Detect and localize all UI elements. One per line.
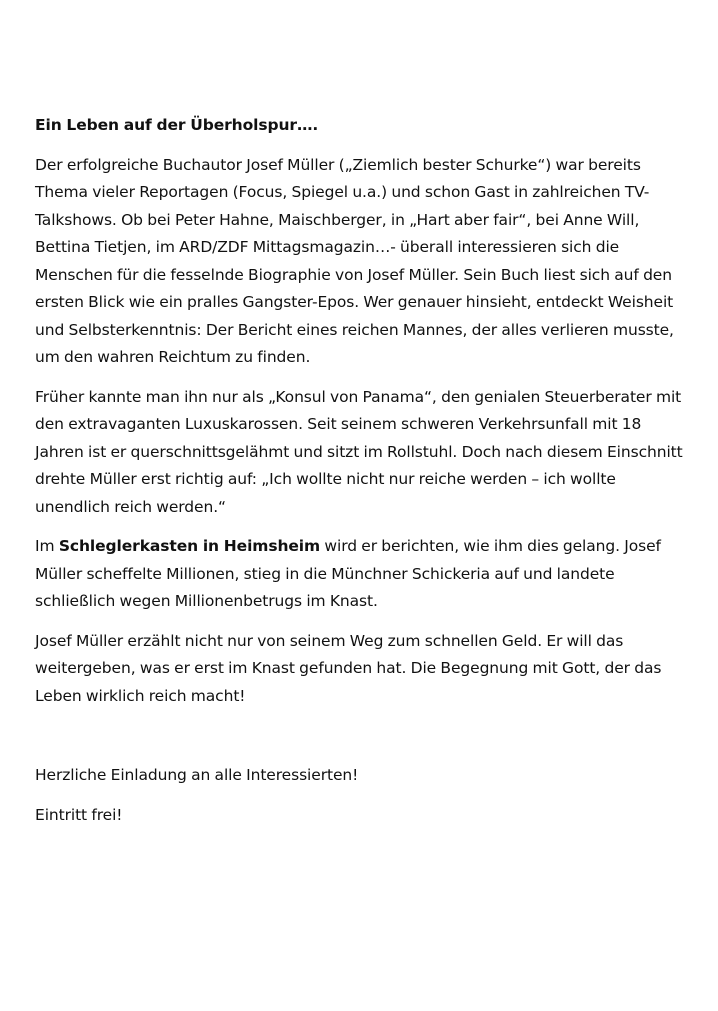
document-page [35,112,685,841]
document-title: Ein Leben auf der Überholspur…. [35,116,319,134]
paragraph-venue [35,533,685,616]
invitation-line: Herzliche Einladung an alle Interessierten! [35,766,359,784]
section-spacer [35,722,685,762]
venue-suffix: wird er berichten, wie ihm dies gelang. Josef Müller scheffelte Millionen, stieg in die Münchner Schickeria auf und landete schließlich wegen Millionenbetrugs im Knast. [35,537,661,610]
paragraph-intro: Der erfolgreiche Buchautor Josef Müller („Ziemlich bester Schurke“) war bereits Thema vieler Reportagen (Focus, Spiegel u.a.) und schon Gast in zahlreichen TV-Talkshows. Ob bei Peter Hahne, Maischberger, in „Hart aber fair“, bei Anne Will, Bettina Tietjen, im ARD/ZDF Mittagsmagazin…- überall interessieren sich die Menschen für die fesselnde Biographie von Josef Müller. Sein Buch liest sich auf den ersten Blick wie ein pralles Gangster-Epos. Wer genauer hinsieht, entdeckt Weisheit und Selbsterkenntnis: Der Bericht eines reichen Mannes, der alles verlieren musste, um den wahren Reichtum zu finden. [35,155,674,366]
paragraph-background: Früher kannte man ihn nur als „Konsul von Panama“, den genialen Steuerberater mit den extravaganten Luxuskarossen. Seit seinem schweren Verkehrsunfall mit 18 Jahren ist er querschnittsgelähmt und sitzt im Rollstuhl. Doch nach diesem Einschnitt drehte Müller erst richtig auf: „Ich wollte nicht nur reiche werden – ich wollte unendlich reich werden.“ [35,387,683,516]
admission-line: Eintritt frei! [35,805,123,824]
paragraph-message: Josef Müller erzählt nicht nur von seinem Weg zum schnellen Geld. Er will das weitergeben, was er erst im Knast gefunden hat. Die Begegnung mit Gott, der das Leben wirklich reich macht! [35,631,662,705]
venue-name: Schleglerkasten in Heimsheim [58,537,321,555]
venue-prefix: Im [35,537,59,555]
